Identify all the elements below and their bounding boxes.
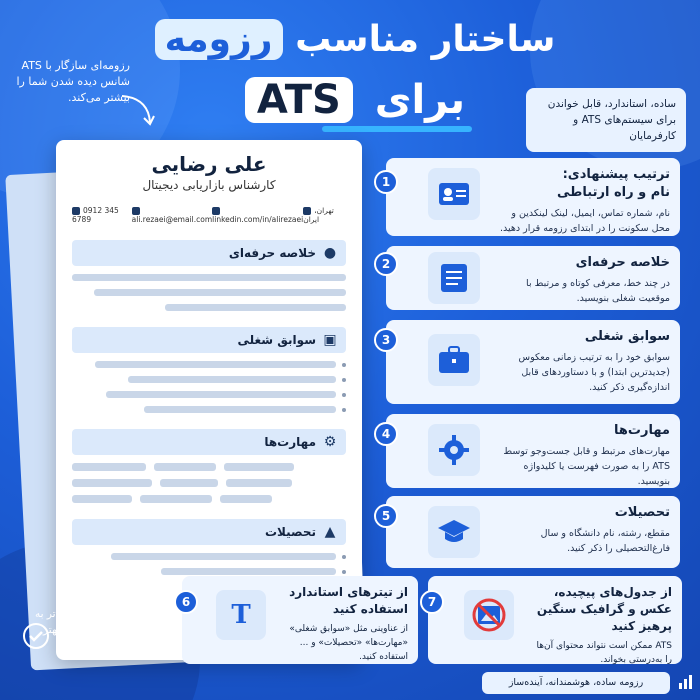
step-text [496,166,670,236]
section-title: مهارت‌ها [264,435,316,449]
text-placeholder [95,361,336,368]
list-item [72,553,346,560]
briefcase-icon: ▣ [323,332,337,348]
title-text: ساختار مناسب [295,19,556,60]
text-placeholder [161,568,336,575]
right-note: ساده، استاندارد، قابل خواندن برای سیستم‌های ATS و کارفرمایان [526,88,686,152]
list-item [72,568,346,575]
bullet [342,570,346,574]
resume-job-title: کارشناس بازاریابی دیجیتال [142,178,276,192]
skill-chip [154,463,216,471]
step-number: 2 [374,252,398,276]
skill-chip [140,495,212,503]
skill-chip [220,495,272,503]
resume-contact-row [72,206,346,224]
gear-icon: ⚙ [323,434,337,450]
resume-section-education [72,519,346,545]
step-text [496,422,670,489]
resume-section-experience [72,327,346,353]
section-title: تحصیلات [264,525,316,539]
title-highlight: رزومه [155,19,283,60]
step-desc: در چند خط، معرفی کوتاه و مرتبط با موقعیت شغلی بنویسید. [526,278,670,304]
skill-chip [160,479,218,487]
step-number: 5 [374,504,398,528]
list-item [72,391,346,398]
location-icon [303,207,311,215]
step-title: خلاصه حرفه‌ای [575,255,670,270]
skill-chip [72,463,146,471]
bar-chart-icon [678,674,694,690]
left-note: رزومه‌ای سازگار با ATS شانس دیده شدن شما را بیشتر می‌کند. [16,59,130,104]
skill-chip [226,479,292,487]
skill-chip [72,495,132,503]
step-number: 6 [174,590,198,614]
list-item [72,361,346,368]
contact-linkedin [212,206,303,224]
curved-arrow-icon [118,92,158,132]
bullet [342,555,346,559]
step-number: 4 [374,422,398,446]
step-desc: سوابق خود را به ترتیب زمانی معکوس (جدیدترین ابتدا) و با دستاوردهای قابل اندازه‌گیری ذکر کنید. [518,352,670,393]
contact-email [132,206,213,224]
bullet [342,393,346,397]
step-text [496,254,670,306]
text-placeholder [106,391,336,398]
document-icon [428,252,480,304]
skill-chips [72,479,346,487]
graduation-cap-icon [428,506,480,558]
text-placeholder [165,304,346,311]
text-placeholder [144,406,336,413]
contact-email-text: ali.rezaei@email.com [131,215,213,224]
title-line-2 [120,72,590,128]
step-title: سوابق شغلی [584,329,670,344]
section-title: خلاصه حرفه‌ای [228,246,316,260]
step-card-1 [381,158,680,236]
step-desc: مقطع، رشته، نام دانشگاه و سال فارغ‌التحصیلی را ذکر کنید. [540,528,670,554]
step-number: 3 [374,328,398,352]
bullet [342,378,346,382]
text-placeholder [128,376,336,383]
person-icon: ● [323,245,337,261]
step-desc: نام، شماره تماس، ایمیل، لینک لینکدین و محل سکونت را در ابتدای رزومه قرار دهید. [500,208,670,234]
tip-title: از جدول‌های پیچیده، عکس و گرافیک سنگین پرهیز کنید [536,585,672,633]
bullet [342,363,346,367]
section-title: سوابق شغلی [237,333,316,347]
skill-chips [72,463,346,471]
contact-location-text: تهران، ایران [303,206,334,224]
step-title: تحصیلات [614,505,670,520]
bottom-left-note: ساختار درست، قدم بزرگ‌تر به سمت فرصت‌های شغلی بهتر [34,608,168,636]
title-text: برای [374,77,466,123]
contact-phone [72,206,132,224]
contact-linkedin-text: linkedin.com/in/alirezaei [212,215,304,224]
step-card-4 [381,414,680,488]
graduation-cap-icon: ▲ [324,524,336,540]
contact-location [303,206,346,224]
briefcase-icon [428,334,480,386]
tip-text [278,584,408,664]
tip-desc: از عناوینی مثل «سوابق شغلی» «مهارت‌ها» «تحصیلات» و ... استفاده کنید. [289,624,408,662]
email-icon [132,207,140,215]
skill-chip [224,463,294,471]
tip-card-6 [182,576,418,664]
title-line-1 [120,14,590,66]
list-item [72,376,346,383]
step-number: 1 [374,170,398,194]
step-number: 7 [420,590,444,614]
no-image-icon [464,590,514,640]
tip-text [528,584,672,667]
step-title: ترتیب پیشنهادی: نام و راه ارتباطی [557,167,670,200]
resume-section-skills [72,429,346,455]
id-card-icon [428,168,480,220]
resume-section-summary [72,240,346,266]
gear-icon [428,424,480,476]
text-placeholder [94,289,346,296]
step-text [496,328,670,395]
step-card-2 [381,246,680,310]
tip-title: از تیترهای استاندارد استفاده کنید [289,585,408,616]
text-placeholder [111,553,336,560]
contact-phone-text: 0912 345 6789 [72,206,119,224]
text-icon: T [216,590,266,640]
bullet [342,408,346,412]
tip-desc: ATS ممکن است نتواند محتوای آن‌ها را به‌درستی بخواند. [536,641,672,665]
list-item [72,406,346,413]
tip-card-7 [428,576,682,664]
text-placeholder [72,274,346,281]
skill-chip [72,479,152,487]
resume-name: علی رضایی [151,152,267,176]
phone-icon [72,207,80,215]
check-circle-icon [22,622,50,650]
footer-tagline: رزومه ساده، هوشمندانه، آینده‌ساز [482,672,670,694]
step-title: مهارت‌ها [614,423,670,438]
step-card-3 [381,320,680,404]
title-ats: ATS [245,77,353,123]
page-title [120,14,590,128]
title-underline [322,126,472,132]
step-text [496,504,670,556]
step-card-5 [381,496,680,568]
step-desc: مهارت‌های مرتبط و قابل جست‌وجو توسط ATS را به صورت فهرست یا کلیدواژه بنویسید. [503,446,670,487]
linkedin-icon [212,207,220,215]
skill-chips [72,495,346,503]
